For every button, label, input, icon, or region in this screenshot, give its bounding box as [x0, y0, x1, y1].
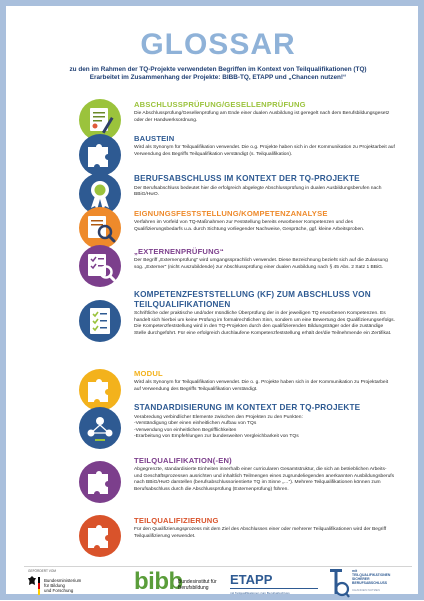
entry-text: Verfahren im Vorfeld von TQ-Maßnahmen zur Feststellung bereits erworbener Kompetenzen und des Qualifizierungsbedarfs u.a. durch Sichtung vorliegender Nachweise, Gespräche, ggf. kleine Arbeitsproben.	[134, 220, 365, 232]
subtitle-line-2: Erarbeitet im Zusammenhang der Projekte: BIBB-TQ, ETAPP und „Chancen nutzen!“	[89, 74, 347, 81]
entry-title: ABSCHLUSSPRÜFUNG/GESELLENPRÜFUNG	[134, 100, 306, 109]
subtitle-line-1: zu den im Rahmen der TQ-Projekte verwendeten Begriffen im Kontext von Teilqualifikationen (TQ)	[69, 66, 367, 73]
cn-logo-line: mit	[352, 569, 358, 573]
bibb-line: Berufsbildung	[178, 585, 209, 591]
etapp-tagline: mit Teilqualifikationen zum Berufsabschluss	[230, 591, 290, 595]
puzzle-pieces-icon	[78, 514, 122, 558]
cn-logo-line: SICHERER	[352, 577, 370, 581]
entry-text: Der Begriff „Externenprüfung“ wird umgangssprachlich verwendet. Diese Bezeichnung bezieht sich auf die Zulassung sog. „Externer“ (nicht Auszubildende) zur Abschlussprüfung einer dualen Ausbildung nach § 45 Abs. 2 Satz 1 BBiG.	[134, 258, 388, 270]
glossary-entry-teilqualifizierung	[134, 516, 396, 540]
glossary-entry-baustein	[134, 134, 396, 158]
bibb-line: Bundesinstitut für	[178, 579, 217, 585]
entry-text: Verabredung verbindlicher Elemente zwischen den Projekten zu den Punkten: -Verständigung über einen einheitlichen Aufbau von TQs -Verwendung von einheitlichen Begrifflichkeiten -Erarbeitung von Empfehlungen zur bundesweiten Vergleichbarkeit von TQs	[134, 414, 303, 440]
bmbf-line: und Forschung	[44, 588, 74, 593]
checklist-icon	[78, 299, 122, 343]
puzzle-pieces-icon	[78, 133, 122, 177]
bmbf-line: Bundesministerium	[44, 578, 82, 583]
entry-title: TEILQUALIFIKATION(-EN)	[134, 456, 232, 465]
chancen-nutzen-logo	[328, 565, 408, 601]
federal-eagle-icon	[28, 576, 36, 586]
team-network-icon	[78, 406, 122, 450]
bmbf-logo	[28, 576, 118, 600]
funded-by-label: GEFÖRDERT VOM	[28, 569, 57, 573]
page-title: GLOSSAR	[140, 28, 296, 61]
glossary-entry-teilqualifikation	[134, 456, 396, 493]
glossary-entry-standardisierung	[134, 403, 396, 441]
entry-text: Die Abschlussprüfung/Gesellenprüfung am Ende einer dualen Ausbildung ist geregelt nach dem Berufsbildungsgesetz oder der Handwerksordnung.	[134, 111, 390, 123]
bibb-wordmark: bibb	[134, 568, 183, 595]
bibb-name	[178, 579, 217, 591]
bmbf-line: für Bildung	[44, 583, 65, 588]
glossary-entry-berufsabschluss	[134, 174, 396, 199]
entry-title: TEILQUALIFIZIERUNG	[134, 516, 219, 525]
entry-title: STANDARDISIERUNG IM KONTEXT DER TQ-PROJEKTE	[134, 403, 361, 412]
entry-title: MODUL	[134, 369, 163, 378]
etapp-wordmark: ETAPP	[230, 572, 273, 587]
entry-text: Für den Qualifizierungsprozess mit dem Ziel des Abschlusses einer oder mehrerer Teilqualifikationen wird der Begriff Teilqualifizierung verwendet.	[134, 527, 387, 539]
entry-title: BAUSTEIN	[134, 134, 175, 143]
cn-logo-line: BERUFSABSCHLUSS	[352, 581, 388, 585]
cn-logo-line: TEILQUALIFIKATIONEN	[352, 573, 391, 577]
puzzle-pieces-icon	[78, 460, 122, 504]
entry-text: Der Berufsabschluss bedeutet hier die erfolgreich abgelegte Abschlussprüfung in dualen Ausbildungsberufen nach BBiG/HwO.	[134, 185, 382, 198]
entry-title: BERUFSABSCHLUSS IM KONTEXT DER TQ-PROJEKTE	[134, 174, 360, 183]
checklist-magnifier-icon	[78, 244, 122, 288]
entry-text: Abgegrenzte, standardisierte Einheiten innerhalb einer curricularen Gesamtstruktur, die sich an betrieblichen Arbeits- und Geschäftsprozessen ausrichten und inhaltlich Teilmengen eines zugrundeliegenden anerkannten Ausbildungsberufs nach BBiG/HwO darstellen (berufsabschlussorientierte TQ im Sinne „…“). Mehrere Teilqualifikationen können zum Berufsabschluss durch die Abschlussprüfung (Externenprüfung) führen.	[134, 467, 395, 492]
glossary-entry-abschlusspruefung	[134, 100, 396, 124]
glossary-entry-kompetenzfeststellung	[134, 290, 396, 337]
bibb-logo	[134, 568, 234, 598]
etapp-underline	[230, 588, 318, 589]
bmbf-name	[44, 578, 81, 593]
entry-title: „EXTERNENPRÜFUNG“	[134, 247, 224, 256]
glossary-entry-modul	[134, 369, 396, 393]
entry-title: EIGNUNGSFESTSTELLUNG/KOMPETENZANALYSE	[134, 209, 328, 218]
german-flag-icon	[38, 577, 40, 595]
entry-text: Wird als Synonym für Teilqualifikation verwendet. Die o. g. Projekte haben sich in der Kommunikation zu Projektarbeit auf Verwendung des Begriffs Teilqualifikation verständigt.	[134, 380, 389, 392]
entry-title: KOMPETENZFESTSTELLUNG (KF) ZUM ABSCHLUSS VON TEILQUALIFIKATIONEN	[134, 290, 371, 309]
etapp-logo	[230, 572, 320, 598]
glossary-entry-eignungsfeststellung	[134, 209, 396, 233]
cn-logo-tagline: CHANCEN NUTZEN	[352, 588, 380, 592]
entry-text: Schriftliche oder praktische und/oder mündliche Überprüfung der in der jeweiligen TQ erworbenen Kompetenzen. Es handelt sich hierbei um keine Prüfung im formalrechtlichen Sinn, sondern um eine Bewertung des Qualifizierungserfolgs. Die Kompetenzfeststellung wird in den TQ-Projekten durch den qualifizierenden Bildungsträger oder die zuständige Stelle durchgeführt. Für eine erfolgreich durchlaufene Kompetenzfeststellung erhält der/die Teilnehmende ein Zertifikat.	[134, 311, 395, 336]
page-subtitle	[26, 66, 410, 82]
glossary-entry-externenpruefung	[134, 247, 396, 271]
entry-text: Wird als Synonym für Teilqualifikation verwendet. Die o.g. Projekte haben sich in der Kommunikation zu Projektarbeit auf Verwendung des Begriffs Teilqualifikation verständigt (s. Teilqualifikation).	[134, 145, 395, 157]
